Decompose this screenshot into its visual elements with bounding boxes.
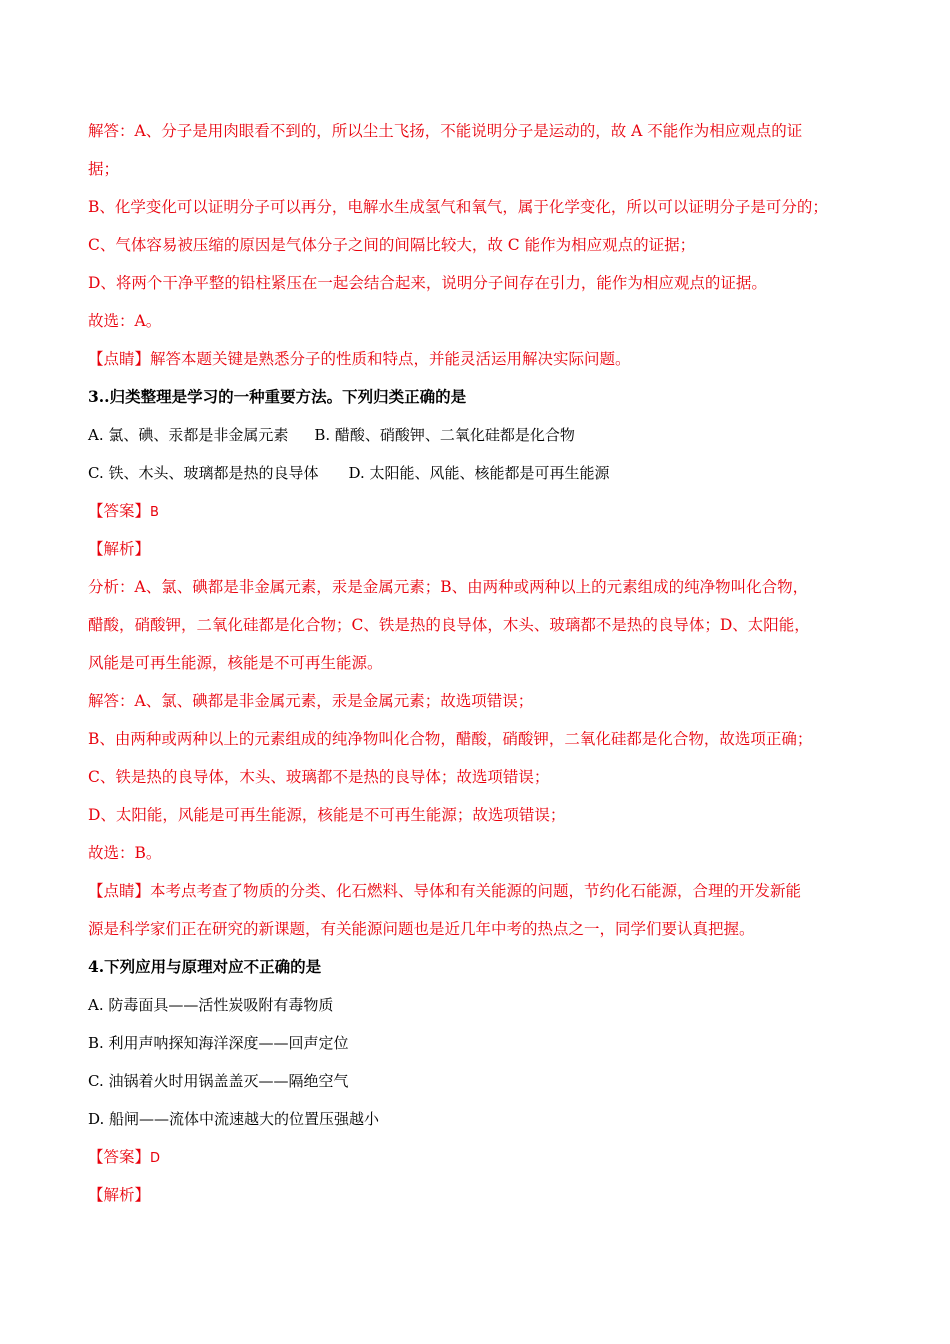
analysis-line-8: 故选：B。 <box>88 844 162 862</box>
solution-choice: 故选：A。 <box>88 312 162 330</box>
answer-tag: 【答案】 <box>88 502 151 520</box>
document-page <box>88 112 878 1214</box>
analysis-line-6: C、铁是热的良导体，木头、玻璃都不是热的良导体；故选项错误； <box>88 768 550 786</box>
solution-line-1: 解答：A、分子是用肉眼看不到的，所以尘土飞扬，不能说明分子是运动的，故 A 不能作为相应观点的证 <box>88 122 803 140</box>
question-4-stem: 4.下列应用与原理对应不正确的是 <box>88 957 322 976</box>
answer-tag: 【答案】 <box>88 1148 151 1166</box>
analysis-line-2: 醋酸，硝酸钾，二氧化硅都是化合物；C、铁是热的良导体，木头、玻璃都不是热的良导体；D、太阳能， <box>88 616 810 634</box>
question-4-option-b: B. 利用声呐探知海洋深度——回声定位 <box>88 1034 349 1052</box>
solution-line-4: C、气体容易被压缩的原因是气体分子之间的间隔比较大，故 C 能作为相应观点的证据； <box>88 236 696 254</box>
analysis-tag-4: 【解析】 <box>88 1186 151 1204</box>
answer-value: D <box>150 1151 161 1166</box>
question-3-options-row-1 <box>88 416 878 454</box>
answer-value: B <box>150 505 159 520</box>
tip-paragraph-3-line-2: 源是科学家们正在研究的新课题，有关能源问题也是近几年中考的热点之一，同学们要认真把握。 <box>88 920 755 938</box>
analysis-line-3: 风能是可再生能源，核能是不可再生能源。 <box>88 654 383 672</box>
analysis-line-7: D、太阳能，风能是可再生能源，核能是不可再生能源；故选项错误； <box>88 806 566 824</box>
tip-paragraph-1 <box>88 340 878 378</box>
tip-paragraph-3-line-1 <box>88 872 878 910</box>
tip-tag: 【点睛】 <box>88 350 151 368</box>
option-c: C. 铁、木头、玻璃都是热的良导体 <box>88 464 319 482</box>
tip-tag: 【点睛】 <box>88 882 151 900</box>
analysis-line-1: 分析：A、氯、碘都是非金属元素，汞是金属元素；B、由两种或两种以上的元素组成的纯净物叫化合物， <box>88 578 809 596</box>
analysis-line-5: B、由两种或两种以上的元素组成的纯净物叫化合物，醋酸，硝酸钾，二氧化硅都是化合物，故选项正确； <box>88 730 813 748</box>
analysis-line-4: 解答：A、氯、碘都是非金属元素，汞是金属元素；故选项错误； <box>88 692 534 710</box>
solution-line-5: D、将两个干净平整的铅柱紧压在一起会结合起来，说明分子间存在引力，能作为相应观点的证据。 <box>88 274 767 292</box>
question-3-options-row-2 <box>88 454 878 492</box>
option-a: A. 氯、碘、汞都是非金属元素 <box>88 426 289 444</box>
tip-text: 本考点考查了物质的分类、化石燃料、导体和有关能源的问题，节约化石能源，合理的开发新能 <box>150 882 802 900</box>
option-b: B. 醋酸、硝酸钾、二氧化硅都是化合物 <box>314 426 575 444</box>
answer-line-3 <box>88 492 878 530</box>
option-d: D. 太阳能、风能、核能都是可再生能源 <box>348 464 610 482</box>
question-3-stem: 3..归类整理是学习的一种重要方法。下列归类正确的是 <box>88 387 467 406</box>
solution-line-2: 据； <box>88 160 120 178</box>
question-4-option-c: C. 油锅着火时用锅盖盖灭——隔绝空气 <box>88 1072 349 1090</box>
question-4-option-d: D. 船闸——流体中流速越大的位置压强越小 <box>88 1110 380 1128</box>
question-4-option-a: A. 防毒面具——活性炭吸附有毒物质 <box>88 996 334 1014</box>
tip-text: 解答本题关键是熟悉分子的性质和特点，并能灵活运用解决实际问题。 <box>150 350 631 368</box>
solution-line-3: B、化学变化可以证明分子可以再分，电解水生成氢气和氧气，属于化学变化，所以可以证明分子是可分的； <box>88 198 828 216</box>
analysis-tag-3: 【解析】 <box>88 540 151 558</box>
answer-line-4 <box>88 1138 878 1176</box>
